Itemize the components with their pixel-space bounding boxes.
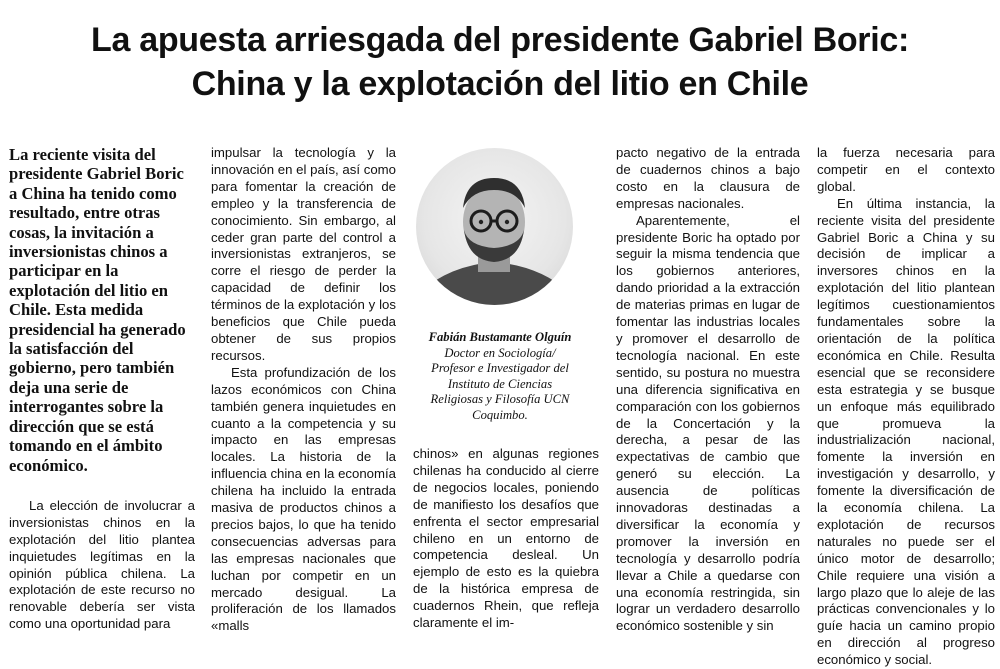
column-1 <box>9 145 195 633</box>
author-role-line: Instituto de Ciencias <box>447 376 553 391</box>
author-caption <box>404 330 596 424</box>
paragraph: En última instancia, la reciente visita del presidente Gabriel Boric a China y su decisión de implicar a inversores chinos en la explotación del litio plantean legítimos cuestionamientos fundamentales sobre la orientación de la política económica en Chile. Resulta esencial que se reconsidere esta estrategia y se busque un enfoque más equilibrado que promueva la industrialización nacional, fomente la inversión en investigación y desarrollo, y fomente la diversificación de la economía chilena. La explotación de recursos naturales no puede ser el único motor de desarrollo; Chile requiere una visión a largo plazo que lo aleje de las prácticas convencionales y lo guíe hacia un camino propio en dirección al progreso económico y social. <box>817 195 995 668</box>
author-role-line: Profesor e Investigador del <box>431 361 569 376</box>
column-2 <box>211 145 396 635</box>
paragraph: La elección de involucrar a inversionistas chinos en la explotación del litio plantea inquietudes legítimas en la opinión pública chilena. La explotación de este recurso no renovable debería ser vista como una oportunidad para <box>9 497 195 632</box>
author-photo <box>416 148 573 305</box>
author-role-line: Coquimbo. <box>472 407 528 422</box>
paragraph: Aparentemente, el presidente Boric ha optado por seguir la misma tendencia que los gobiernos anteriores, dando prioridad a la extracción de materias primas en lugar de fomentar las industrias locales y promover el desarrollo de tecnología nacional. En este sentido, su postura no muestra una diferencia significativa en comparación con los gobiernos de la Concertación y la derecha, a pesar de las expectativas de cambio que generó su elección. La ausencia de políticas innovadoras destinadas a diversificar la economía y promover la inversión en tecnología y desarrollo podría llevar a Chile a quedarse con una economía restringida, sin lograr un verdadero desarrollo económico sostenible y sin <box>616 212 800 634</box>
column-3 <box>413 446 599 632</box>
paragraph: chinos» en algunas regiones chilenas ha conducido al cierre de negocios locales, poniendo de manifiesto los desafíos que enfrenta el sector empresarial chileno en un entorno de competencia desleal. Un ejemplo de esto es la quiebra de la histórica empresa de cuadernos Rhein, que refleja claramente el im- <box>413 446 599 631</box>
paragraph: Esta profundización de los lazos económicos con China también genera inquietudes en cuanto a la competencia y su impacto en las empresas locales. La historia de la influencia china en la economía chilena ha incluido la entrada masiva de productos chinos a precios bajos, lo que ha tenido consecuencias adversas para las empresas nacionales que luchan por competir en un mercado desigual. La proliferación de los llamados «malls <box>211 364 396 634</box>
author-name: Fabián Bustamante Olguín <box>428 330 572 344</box>
paragraph: impulsar la tecnología y la innovación en el país, así como para fomentar la creación de empleo y la transferencia de conocimiento. Sin embargo, al ceder gran parte del control a inversionistas extranjeros, se corre el riesgo de perder la capacidad de definir los términos de la explotación y los beneficios que Chile pueda obtener de sus propios recursos. <box>211 145 396 363</box>
author-role-line: Doctor en Sociología/ <box>444 345 556 360</box>
author-role-line: Religiosas y Filosofía UCN <box>430 392 570 407</box>
article-headline <box>0 18 1000 106</box>
headline-line-1: La apuesta arriesgada del presidente Gabriel Boric: <box>91 21 909 59</box>
column-5 <box>817 145 995 669</box>
lead-paragraph: La reciente visita del presidente Gabriel Boric a China ha tenido como resultado, entre otras cosas, la invitación a inversionistas chinos a participar en la explotación del litio en Chile. Esta medida presidencial ha generado la satisfacción del gobierno, pero también deja una serie de interrogantes sobre la dirección que se está tomando en el ámbito económico. <box>9 145 186 475</box>
column-4 <box>616 145 800 635</box>
paragraph: pacto negativo de la entrada de cuadernos chinos a bajo costo en la clausura de empresas nacionales. <box>616 145 800 211</box>
paragraph: la fuerza necesaria para competir en el contexto global. <box>817 145 995 194</box>
headline-line-2: China y la explotación del litio en Chile <box>191 65 809 103</box>
author-portrait-icon <box>416 148 573 305</box>
